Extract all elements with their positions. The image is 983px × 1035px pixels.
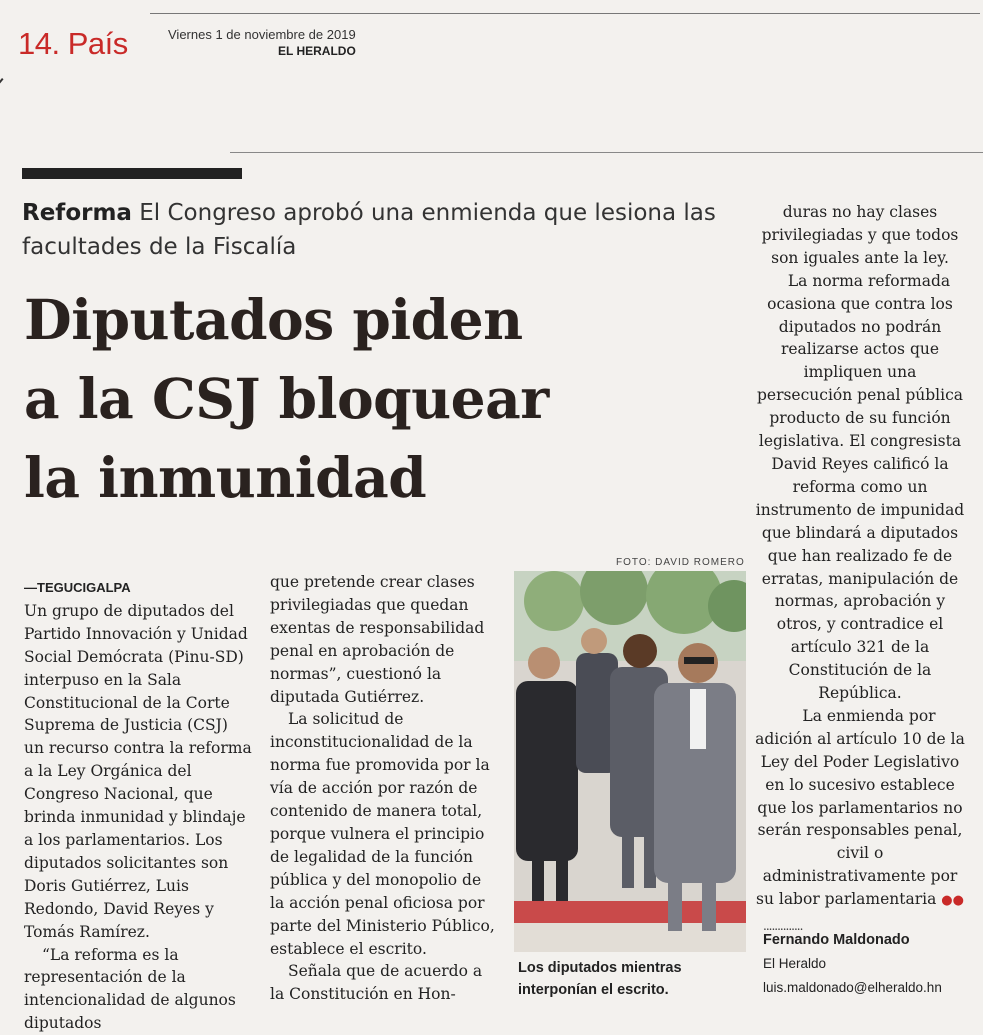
header-rule bbox=[150, 13, 980, 14]
divider-rule bbox=[230, 152, 983, 153]
photo-illustration bbox=[514, 571, 746, 952]
byline-separator: .............. bbox=[763, 919, 802, 933]
headline-line-2: a la CSJ bloquear bbox=[24, 359, 744, 438]
decorative-diagonal bbox=[0, 78, 4, 156]
paragraph bbox=[755, 705, 965, 913]
article-column-3 bbox=[755, 201, 965, 913]
article-column-1 bbox=[24, 577, 252, 1035]
byline-organization: El Heraldo bbox=[763, 956, 826, 971]
paragraph-text: La enmienda por adición al artículo 10 de la Ley del Poder Legislativo en lo sucesivo establece que los parlamentarios no serán responsables penal, civil o administrativamente por su labor parlamentaria bbox=[755, 707, 965, 908]
kicker bbox=[22, 196, 742, 264]
photo-caption: Los diputados mientras interponían el escrito. bbox=[518, 957, 744, 1001]
paragraph: “La reforma es la representación de la intencionalidad de algunos diputados bbox=[24, 944, 252, 1035]
kicker-bar bbox=[22, 168, 242, 179]
end-mark: ●● bbox=[941, 893, 964, 908]
paragraph: Señala que de acuerdo a la Constitución en Hon- bbox=[270, 960, 498, 1006]
newspaper-name: EL HERALDO bbox=[278, 44, 356, 58]
article-column-2 bbox=[270, 571, 498, 1006]
dateline: —TEGUCIGALPA bbox=[24, 577, 252, 600]
issue-date: Viernes 1 de noviembre de 2019 bbox=[168, 27, 356, 42]
paragraph: La norma reformada ocasiona que contra los diputados no podrán realizarse actos que impliquen una persecución penal pública producto de su función legislativa. El congresista David Reyes calificó la reforma como un instrumento de impunidad que blindará a diputados que han realizado fe de erratas, manipulación de normas, aprobación y otros, y contradice el artículo 321 de la Constitución de la República. bbox=[755, 270, 965, 705]
byline-author: Fernando Maldonado bbox=[763, 932, 910, 948]
paragraph: duras no hay clases privilegiadas y que todos son iguales ante la ley. bbox=[755, 201, 965, 270]
photo-credit: FOTO: DAVID ROMERO bbox=[616, 557, 745, 568]
kicker-text: El Congreso aprobó una enmienda que lesiona las facultades de la Fiscalía bbox=[22, 200, 716, 260]
paragraph: Un grupo de diputados del Partido Innovación y Unidad Social Demócrata (Pinu-SD) interpuso en la Sala Constitucional de la Corte Suprema de Justicia (CSJ) un recurso contra la reforma a la Ley Orgánica del Congreso Nacional, que brinda inmunidad y blindaje a los parlamentarios. Los diputados solicitantes son Doris Gutiérrez, Luis Redondo, David Reyes y Tomás Ramírez. bbox=[24, 600, 252, 944]
headline-line-3: la inmunidad bbox=[24, 438, 744, 517]
headline-line-1: Diputados piden bbox=[24, 280, 744, 359]
headline bbox=[24, 280, 744, 517]
kicker-lead: Reforma bbox=[22, 200, 132, 226]
paragraph: La solicitud de inconstitucionalidad de la norma fue promovida por la vía de acción por razón de contenido de manera total, porque vulnera el principio de legalidad de la función pública y del monopolio de la acción penal oficiosa por parte del Ministerio Público, establece el escrito. bbox=[270, 708, 498, 960]
paragraph: que pretende crear clases privilegiadas que quedan exentas de responsabilidad penal en aprobación de normas”, cuestionó la diputada Gutiérrez. bbox=[270, 571, 498, 708]
section-label: 14. País bbox=[18, 26, 128, 62]
byline-email: luis.maldonado@elheraldo.hn bbox=[763, 980, 942, 995]
news-photo bbox=[514, 571, 746, 952]
